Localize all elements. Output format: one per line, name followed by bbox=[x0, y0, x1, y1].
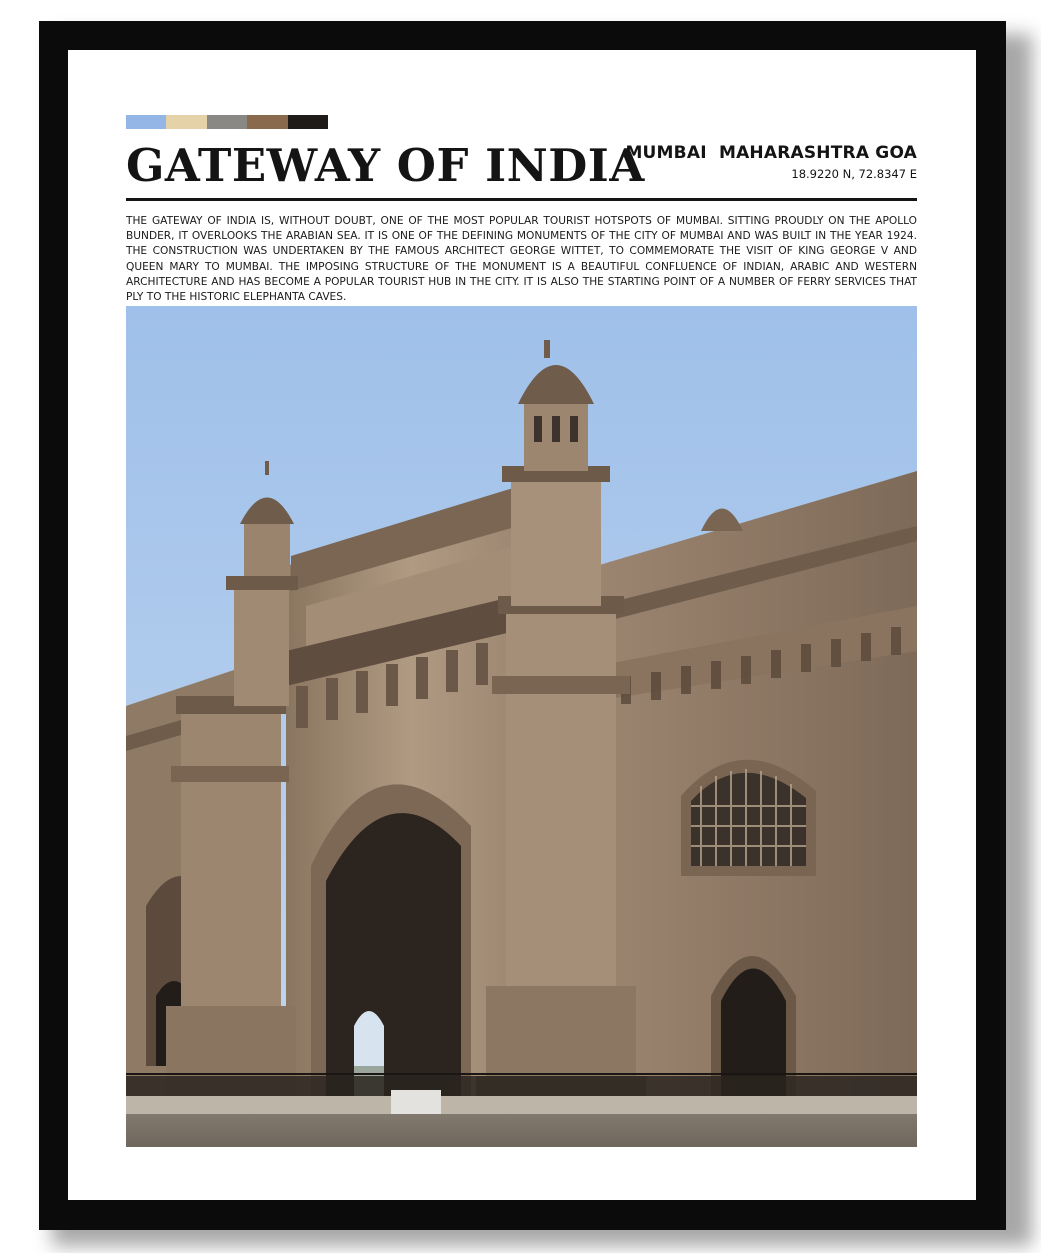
gateway-illustration bbox=[126, 306, 917, 1147]
coordinates-label: 18.9220 N, 72.8347 E bbox=[791, 167, 917, 181]
palette-swatch bbox=[207, 115, 247, 129]
palette-swatch bbox=[247, 115, 287, 129]
description-text: THE GATEWAY OF INDIA IS, WITHOUT DOUBT, ONE OF THE MOST POPULAR TOURIST HOTSPOTS OF MUMBAI. SITTING PROUDLY ON THE APOLLO BUNDER, IT OVERLOOKS THE ARABIAN SEA. IT IS ONE OF THE DEFINING MONUMENTS OF THE CITY OF MUMBAI AND WAS BUILT IN THE YEAR 1924. THE CONSTRUCTION WAS UNDERTAKEN BY THE FAMOUS ARCHITECT GEORGE WITTET, TO COMMEMORATE THE VISIT OF KING GEORGE V AND QUEEN MARY TO MUMBAI. THE IMPOSING STRUCTURE OF THE MONUMENT IS A BEAUTIFUL CONFLUENCE OF INDIAN, ARABIC AND WESTERN ARCHITECTURE AND HAS BECOME A POPULAR TOURIST HUB IN THE CITY. IT IS ALSO THE STARTING POINT OF A NUMBER OF FERRY SERVICES THAT PLY TO THE HISTORIC ELEPHANTA CAVES. bbox=[126, 215, 917, 304]
palette-swatch bbox=[166, 115, 206, 129]
monument-photo bbox=[126, 306, 917, 1147]
palette-swatch bbox=[288, 115, 328, 129]
palette-swatch bbox=[126, 115, 166, 129]
poster-title: GATEWAY OF INDIA bbox=[126, 139, 645, 192]
color-palette bbox=[126, 115, 328, 129]
title-divider bbox=[126, 198, 917, 201]
location-label: MUMBAI MAHARASHTRA GOA bbox=[625, 143, 917, 163]
